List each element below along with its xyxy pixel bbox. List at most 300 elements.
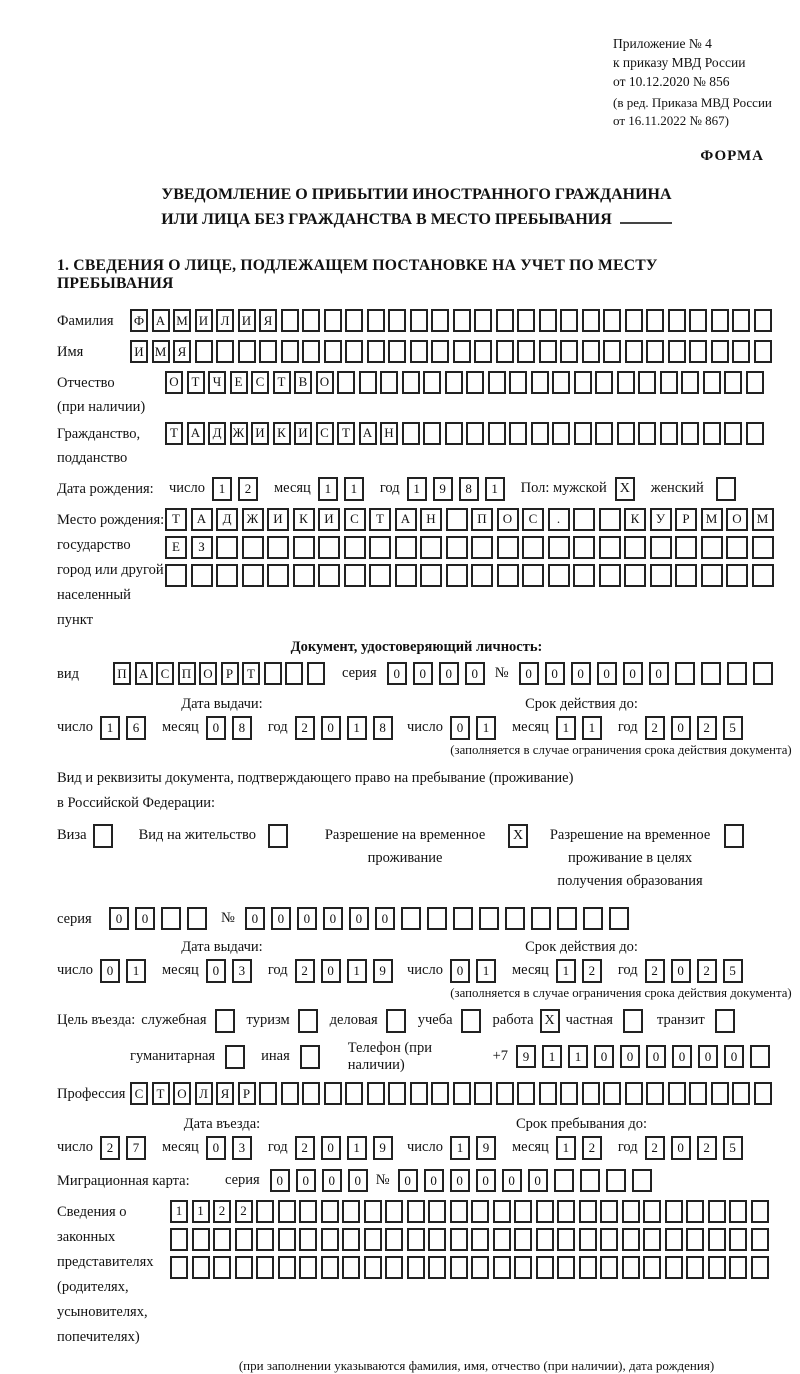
char-cell[interactable] xyxy=(609,907,629,930)
char-cell[interactable]: 0 xyxy=(321,1136,341,1160)
char-cell[interactable] xyxy=(428,1228,446,1251)
visa-checkbox[interactable] xyxy=(93,824,113,848)
char-cell[interactable]: 1 xyxy=(542,1045,562,1068)
char-cell[interactable]: 5 xyxy=(723,716,743,740)
char-cell[interactable] xyxy=(410,309,428,332)
char-cell[interactable] xyxy=(624,536,646,559)
char-cell[interactable]: П xyxy=(113,662,131,685)
purpose-humanitarian-checkbox[interactable] xyxy=(225,1045,245,1069)
char-cell[interactable] xyxy=(431,340,449,363)
char-cell[interactable]: 0 xyxy=(297,907,317,930)
char-cell[interactable]: 6 xyxy=(126,716,146,740)
char-cell[interactable] xyxy=(557,907,577,930)
char-cell[interactable]: 1 xyxy=(450,1136,470,1160)
char-cell[interactable] xyxy=(557,1256,575,1279)
char-cell[interactable] xyxy=(466,422,484,445)
char-cell[interactable] xyxy=(711,340,729,363)
phone-input[interactable] xyxy=(516,1045,776,1068)
char-cell[interactable] xyxy=(479,907,499,930)
char-cell[interactable] xyxy=(216,536,238,559)
char-cell[interactable] xyxy=(395,564,417,587)
year-cells[interactable] xyxy=(645,1136,749,1160)
char-cell[interactable]: И xyxy=(130,340,148,363)
char-cell[interactable] xyxy=(337,371,355,394)
name-input[interactable] xyxy=(130,340,775,363)
char-cell[interactable] xyxy=(401,907,421,930)
birth-place-row3-input[interactable] xyxy=(165,564,777,587)
char-cell[interactable] xyxy=(242,536,264,559)
char-cell[interactable]: С xyxy=(344,508,366,531)
char-cell[interactable] xyxy=(410,340,428,363)
char-cell[interactable]: Я xyxy=(259,309,277,332)
char-cell[interactable]: 0 xyxy=(439,662,459,685)
char-cell[interactable]: 0 xyxy=(100,959,120,983)
char-cell[interactable]: 2 xyxy=(213,1200,231,1223)
char-cell[interactable]: 0 xyxy=(450,716,470,740)
char-cell[interactable]: 2 xyxy=(295,959,315,983)
char-cell[interactable] xyxy=(751,1200,769,1223)
char-cell[interactable] xyxy=(367,1082,385,1105)
char-cell[interactable] xyxy=(446,536,468,559)
char-cell[interactable] xyxy=(161,907,181,930)
char-cell[interactable] xyxy=(539,1082,557,1105)
char-cell[interactable] xyxy=(711,309,729,332)
char-cell[interactable] xyxy=(471,536,493,559)
year-cells[interactable] xyxy=(295,716,399,740)
month-cells[interactable] xyxy=(556,716,608,740)
char-cell[interactable]: 0 xyxy=(206,1136,226,1160)
char-cell[interactable] xyxy=(324,1082,342,1105)
purpose-work-checkbox[interactable]: X xyxy=(540,1009,560,1033)
char-cell[interactable] xyxy=(708,1256,726,1279)
char-cell[interactable]: 0 xyxy=(109,907,129,930)
char-cell[interactable]: П xyxy=(471,508,493,531)
char-cell[interactable] xyxy=(342,1256,360,1279)
char-cell[interactable]: Р xyxy=(221,662,239,685)
char-cell[interactable]: 2 xyxy=(582,959,602,983)
char-cell[interactable]: 1 xyxy=(318,477,338,501)
char-cell[interactable] xyxy=(216,340,234,363)
char-cell[interactable] xyxy=(603,340,621,363)
entry-date-group[interactable] xyxy=(57,1136,407,1160)
char-cell[interactable] xyxy=(192,1228,210,1251)
char-cell[interactable] xyxy=(474,340,492,363)
char-cell[interactable] xyxy=(242,564,264,587)
char-cell[interactable] xyxy=(321,1228,339,1251)
char-cell[interactable]: С xyxy=(156,662,174,685)
char-cell[interactable] xyxy=(293,564,315,587)
char-cell[interactable]: 1 xyxy=(212,477,232,501)
char-cell[interactable]: О xyxy=(497,508,519,531)
char-cell[interactable] xyxy=(238,340,256,363)
char-cell[interactable]: 1 xyxy=(192,1200,210,1223)
char-cell[interactable]: 2 xyxy=(645,716,665,740)
char-cell[interactable]: 7 xyxy=(126,1136,146,1160)
char-cell[interactable]: Д xyxy=(216,508,238,531)
year-cells[interactable] xyxy=(645,716,749,740)
char-cell[interactable] xyxy=(606,1169,626,1192)
char-cell[interactable] xyxy=(302,309,320,332)
char-cell[interactable]: С xyxy=(522,508,544,531)
char-cell[interactable] xyxy=(703,422,721,445)
char-cell[interactable] xyxy=(689,1082,707,1105)
char-cell[interactable] xyxy=(754,340,772,363)
char-cell[interactable] xyxy=(660,371,678,394)
char-cell[interactable] xyxy=(708,1200,726,1223)
char-cell[interactable] xyxy=(453,309,471,332)
char-cell[interactable] xyxy=(548,536,570,559)
char-cell[interactable]: 0 xyxy=(375,907,395,930)
char-cell[interactable]: 0 xyxy=(545,662,565,685)
char-cell[interactable] xyxy=(450,1200,468,1223)
char-cell[interactable] xyxy=(496,309,514,332)
char-cell[interactable] xyxy=(579,1228,597,1251)
birth-date-group[interactable] xyxy=(169,477,511,501)
char-cell[interactable] xyxy=(689,340,707,363)
char-cell[interactable] xyxy=(496,1082,514,1105)
char-cell[interactable]: 0 xyxy=(671,1136,691,1160)
char-cell[interactable]: О xyxy=(726,508,748,531)
char-cell[interactable] xyxy=(364,1200,382,1223)
char-cell[interactable] xyxy=(638,422,656,445)
char-cell[interactable] xyxy=(344,536,366,559)
char-cell[interactable] xyxy=(554,1169,574,1192)
identity-issue-date-group[interactable] xyxy=(57,716,407,740)
char-cell[interactable]: Л xyxy=(216,309,234,332)
char-cell[interactable] xyxy=(471,564,493,587)
char-cell[interactable] xyxy=(431,309,449,332)
char-cell[interactable]: С xyxy=(316,422,334,445)
char-cell[interactable]: И xyxy=(238,309,256,332)
char-cell[interactable] xyxy=(281,309,299,332)
char-cell[interactable]: 0 xyxy=(649,662,669,685)
char-cell[interactable] xyxy=(407,1228,425,1251)
char-cell[interactable]: 2 xyxy=(100,1136,120,1160)
char-cell[interactable] xyxy=(321,1200,339,1223)
char-cell[interactable] xyxy=(420,536,442,559)
month-cells[interactable] xyxy=(556,1136,608,1160)
char-cell[interactable] xyxy=(539,309,557,332)
month-cells[interactable] xyxy=(206,1136,258,1160)
day-cells[interactable] xyxy=(100,959,152,983)
char-cell[interactable] xyxy=(665,1256,683,1279)
char-cell[interactable]: 1 xyxy=(100,716,120,740)
char-cell[interactable] xyxy=(446,508,468,531)
purpose-business-checkbox[interactable] xyxy=(386,1009,406,1033)
char-cell[interactable] xyxy=(165,564,187,587)
char-cell[interactable] xyxy=(751,1228,769,1251)
char-cell[interactable]: М xyxy=(752,508,774,531)
char-cell[interactable] xyxy=(675,536,697,559)
char-cell[interactable] xyxy=(488,371,506,394)
char-cell[interactable] xyxy=(668,340,686,363)
char-cell[interactable] xyxy=(517,309,535,332)
char-cell[interactable] xyxy=(726,564,748,587)
char-cell[interactable]: 1 xyxy=(126,959,146,983)
char-cell[interactable] xyxy=(622,1200,640,1223)
representatives-row3-input[interactable] xyxy=(170,1256,772,1279)
day-cells[interactable] xyxy=(100,716,152,740)
char-cell[interactable] xyxy=(646,309,664,332)
char-cell[interactable] xyxy=(617,422,635,445)
char-cell[interactable]: 1 xyxy=(347,1136,367,1160)
char-cell[interactable] xyxy=(579,1256,597,1279)
char-cell[interactable]: 0 xyxy=(623,662,643,685)
char-cell[interactable]: 5 xyxy=(723,1136,743,1160)
char-cell[interactable] xyxy=(278,1200,296,1223)
migration-number-input[interactable] xyxy=(398,1169,658,1192)
temp-residence-checkbox[interactable]: X xyxy=(508,824,528,848)
char-cell[interactable]: 0 xyxy=(413,662,433,685)
birth-place-row2-input[interactable] xyxy=(165,536,777,559)
char-cell[interactable]: 1 xyxy=(476,716,496,740)
char-cell[interactable] xyxy=(625,1082,643,1105)
char-cell[interactable] xyxy=(342,1200,360,1223)
char-cell[interactable] xyxy=(754,1082,772,1105)
char-cell[interactable] xyxy=(453,340,471,363)
char-cell[interactable] xyxy=(410,1082,428,1105)
char-cell[interactable] xyxy=(342,1228,360,1251)
char-cell[interactable] xyxy=(446,564,468,587)
char-cell[interactable] xyxy=(493,1200,511,1223)
char-cell[interactable] xyxy=(367,309,385,332)
char-cell[interactable] xyxy=(170,1256,188,1279)
char-cell[interactable] xyxy=(701,536,723,559)
char-cell[interactable]: 0 xyxy=(323,907,343,930)
char-cell[interactable] xyxy=(751,1256,769,1279)
char-cell[interactable] xyxy=(753,662,773,685)
day-cells[interactable] xyxy=(450,716,502,740)
char-cell[interactable]: 0 xyxy=(398,1169,418,1192)
char-cell[interactable]: 2 xyxy=(645,959,665,983)
char-cell[interactable]: Т xyxy=(337,422,355,445)
char-cell[interactable] xyxy=(522,564,544,587)
char-cell[interactable]: 0 xyxy=(620,1045,640,1068)
char-cell[interactable] xyxy=(703,371,721,394)
char-cell[interactable] xyxy=(324,340,342,363)
char-cell[interactable] xyxy=(752,536,774,559)
char-cell[interactable] xyxy=(746,371,764,394)
char-cell[interactable] xyxy=(746,422,764,445)
doc-series-input[interactable] xyxy=(387,662,491,685)
char-cell[interactable] xyxy=(471,1200,489,1223)
char-cell[interactable] xyxy=(668,1082,686,1105)
char-cell[interactable] xyxy=(453,907,473,930)
char-cell[interactable]: 9 xyxy=(433,477,453,501)
char-cell[interactable]: 1 xyxy=(347,716,367,740)
char-cell[interactable] xyxy=(213,1256,231,1279)
char-cell[interactable] xyxy=(638,371,656,394)
char-cell[interactable] xyxy=(364,1256,382,1279)
identity-validity-date-group[interactable] xyxy=(407,716,749,740)
char-cell[interactable]: 0 xyxy=(387,662,407,685)
char-cell[interactable] xyxy=(595,371,613,394)
char-cell[interactable]: А xyxy=(135,662,153,685)
char-cell[interactable] xyxy=(622,1256,640,1279)
char-cell[interactable]: О xyxy=(316,371,334,394)
char-cell[interactable]: 1 xyxy=(347,959,367,983)
char-cell[interactable] xyxy=(643,1256,661,1279)
residence-validity-date-group[interactable] xyxy=(407,959,749,983)
char-cell[interactable] xyxy=(599,564,621,587)
char-cell[interactable] xyxy=(708,1228,726,1251)
char-cell[interactable] xyxy=(711,1082,729,1105)
char-cell[interactable] xyxy=(307,662,325,685)
char-cell[interactable] xyxy=(474,309,492,332)
char-cell[interactable] xyxy=(599,536,621,559)
char-cell[interactable]: 2 xyxy=(645,1136,665,1160)
char-cell[interactable]: 0 xyxy=(245,907,265,930)
char-cell[interactable] xyxy=(754,309,772,332)
char-cell[interactable]: 1 xyxy=(407,477,427,501)
char-cell[interactable]: 1 xyxy=(344,477,364,501)
char-cell[interactable] xyxy=(264,662,282,685)
char-cell[interactable] xyxy=(278,1256,296,1279)
char-cell[interactable]: Ф xyxy=(130,309,148,332)
month-cells[interactable] xyxy=(556,959,608,983)
char-cell[interactable] xyxy=(689,309,707,332)
year-cells[interactable] xyxy=(295,959,399,983)
char-cell[interactable] xyxy=(560,309,578,332)
char-cell[interactable]: 5 xyxy=(723,959,743,983)
char-cell[interactable] xyxy=(407,1200,425,1223)
char-cell[interactable]: И xyxy=(294,422,312,445)
char-cell[interactable]: 0 xyxy=(646,1045,666,1068)
char-cell[interactable] xyxy=(369,564,391,587)
char-cell[interactable]: Р xyxy=(675,508,697,531)
char-cell[interactable]: К xyxy=(273,422,291,445)
char-cell[interactable]: Т xyxy=(165,508,187,531)
char-cell[interactable]: 1 xyxy=(556,959,576,983)
char-cell[interactable] xyxy=(428,1256,446,1279)
purpose-official-checkbox[interactable] xyxy=(215,1009,235,1033)
char-cell[interactable] xyxy=(750,1045,770,1068)
char-cell[interactable]: У xyxy=(650,508,672,531)
char-cell[interactable] xyxy=(213,1228,231,1251)
char-cell[interactable] xyxy=(600,1228,618,1251)
char-cell[interactable] xyxy=(646,340,664,363)
purpose-transit-checkbox[interactable] xyxy=(715,1009,735,1033)
doc-type-input[interactable] xyxy=(113,662,328,685)
char-cell[interactable]: Т xyxy=(369,508,391,531)
char-cell[interactable]: 0 xyxy=(271,907,291,930)
char-cell[interactable] xyxy=(299,1256,317,1279)
char-cell[interactable] xyxy=(256,1200,274,1223)
char-cell[interactable] xyxy=(471,1228,489,1251)
char-cell[interactable]: 0 xyxy=(321,959,341,983)
char-cell[interactable] xyxy=(580,1169,600,1192)
char-cell[interactable]: П xyxy=(178,662,196,685)
char-cell[interactable] xyxy=(548,564,570,587)
char-cell[interactable]: 9 xyxy=(373,1136,393,1160)
char-cell[interactable]: О xyxy=(173,1082,191,1105)
char-cell[interactable]: 9 xyxy=(516,1045,536,1068)
month-cells[interactable] xyxy=(206,716,258,740)
char-cell[interactable]: 0 xyxy=(594,1045,614,1068)
char-cell[interactable] xyxy=(388,1082,406,1105)
sex-female-checkbox[interactable] xyxy=(716,477,736,501)
char-cell[interactable] xyxy=(573,564,595,587)
char-cell[interactable] xyxy=(632,1169,652,1192)
char-cell[interactable]: О xyxy=(165,371,183,394)
char-cell[interactable] xyxy=(603,309,621,332)
char-cell[interactable]: С xyxy=(130,1082,148,1105)
residence-number-input[interactable] xyxy=(245,907,635,930)
year-cells[interactable] xyxy=(295,1136,399,1160)
char-cell[interactable] xyxy=(281,340,299,363)
char-cell[interactable]: 1 xyxy=(556,716,576,740)
char-cell[interactable] xyxy=(402,422,420,445)
char-cell[interactable]: Я xyxy=(216,1082,234,1105)
day-cells[interactable] xyxy=(100,1136,152,1160)
char-cell[interactable] xyxy=(650,564,672,587)
char-cell[interactable] xyxy=(560,340,578,363)
char-cell[interactable] xyxy=(625,340,643,363)
char-cell[interactable]: И xyxy=(318,508,340,531)
char-cell[interactable] xyxy=(732,340,750,363)
char-cell[interactable] xyxy=(732,309,750,332)
char-cell[interactable] xyxy=(450,1228,468,1251)
char-cell[interactable] xyxy=(622,1228,640,1251)
char-cell[interactable] xyxy=(450,1256,468,1279)
char-cell[interactable] xyxy=(191,564,213,587)
char-cell[interactable] xyxy=(668,309,686,332)
char-cell[interactable]: К xyxy=(624,508,646,531)
char-cell[interactable] xyxy=(582,340,600,363)
char-cell[interactable] xyxy=(496,340,514,363)
char-cell[interactable] xyxy=(643,1228,661,1251)
char-cell[interactable] xyxy=(367,340,385,363)
char-cell[interactable]: 9 xyxy=(476,1136,496,1160)
char-cell[interactable] xyxy=(345,1082,363,1105)
char-cell[interactable]: К xyxy=(293,508,315,531)
char-cell[interactable]: 0 xyxy=(270,1169,290,1192)
char-cell[interactable] xyxy=(582,309,600,332)
char-cell[interactable] xyxy=(573,508,595,531)
char-cell[interactable] xyxy=(385,1200,403,1223)
char-cell[interactable] xyxy=(573,536,595,559)
char-cell[interactable]: 3 xyxy=(232,1136,252,1160)
char-cell[interactable]: 1 xyxy=(556,1136,576,1160)
char-cell[interactable] xyxy=(259,340,277,363)
char-cell[interactable]: 1 xyxy=(568,1045,588,1068)
month-cells[interactable] xyxy=(206,959,258,983)
char-cell[interactable] xyxy=(324,309,342,332)
char-cell[interactable] xyxy=(509,422,527,445)
char-cell[interactable]: 0 xyxy=(724,1045,744,1068)
char-cell[interactable] xyxy=(557,1200,575,1223)
char-cell[interactable]: 0 xyxy=(465,662,485,685)
char-cell[interactable] xyxy=(420,564,442,587)
char-cell[interactable]: Е xyxy=(230,371,248,394)
char-cell[interactable] xyxy=(729,1256,747,1279)
char-cell[interactable]: 2 xyxy=(295,1136,315,1160)
char-cell[interactable]: А xyxy=(187,422,205,445)
char-cell[interactable] xyxy=(729,1228,747,1251)
char-cell[interactable] xyxy=(660,422,678,445)
char-cell[interactable]: А xyxy=(395,508,417,531)
sex-male-checkbox[interactable]: X xyxy=(615,477,635,501)
char-cell[interactable]: Н xyxy=(420,508,442,531)
char-cell[interactable]: 0 xyxy=(321,716,341,740)
year-cells[interactable] xyxy=(407,477,511,501)
char-cell[interactable]: 0 xyxy=(348,1169,368,1192)
char-cell[interactable] xyxy=(650,536,672,559)
char-cell[interactable] xyxy=(557,1228,575,1251)
day-cells[interactable] xyxy=(450,959,502,983)
char-cell[interactable]: 0 xyxy=(322,1169,342,1192)
char-cell[interactable]: 0 xyxy=(206,716,226,740)
